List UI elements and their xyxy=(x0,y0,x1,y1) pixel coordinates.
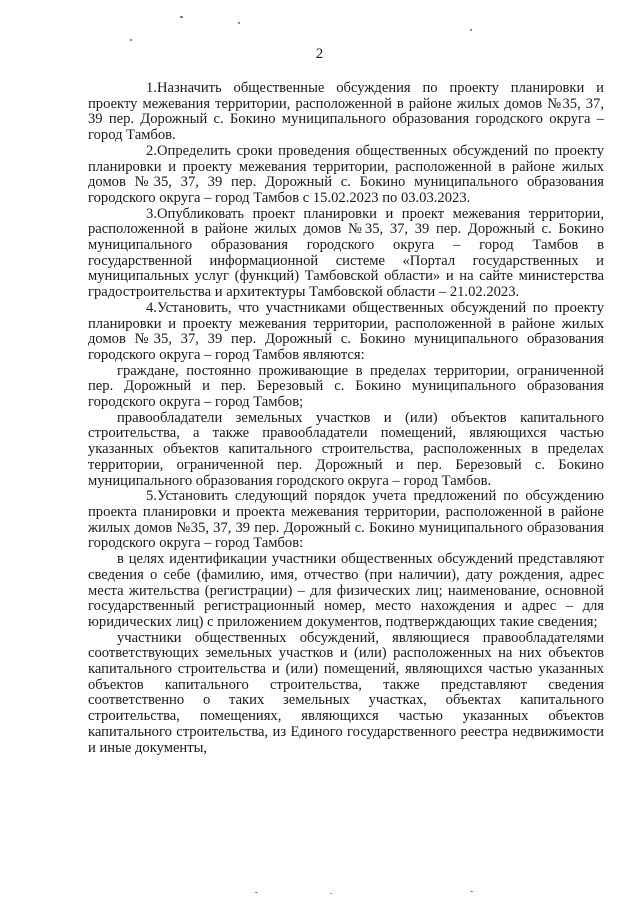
paragraph-text: Опубликовать проект планировки и проект межевания территории, расположенной в районе жилых домов №35, 37, 39 пер. Дорожный с. Бокино муниципального образования городского округа – город Тамбов в государственной информационной системе «Портал государственных и муниципальных услуг (функций) Тамбовской области» и на сайте министерства градостроительства и архитектуры Тамбовской области – 21.02.2023. xyxy=(88,205,604,301)
paragraph-number: 4. xyxy=(146,299,157,316)
paragraph-text: Установить следующий порядок учета предложений по обсуждению проекта планировки и проекта межевания территории, расположенной в районе жилых домов №35, 37, 39 пер. Дорожный с. Бокино муниципального образования городского округа – город Тамбов: xyxy=(88,488,604,552)
paragraph-3 xyxy=(88,207,604,301)
paragraph-text: Установить, что участниками общественных обсуждений по проекту планировки и проекту межевания территории, расположенной в районе жилых домов №35, 37, 39 пер. Дорожный с. Бокино муниципального образования городского округа – город Тамбов являются: xyxy=(88,299,604,363)
document-body xyxy=(88,81,604,756)
paragraph-number: 2. xyxy=(146,142,157,159)
paragraph-number: 3. xyxy=(146,205,157,222)
paragraph-number: 1. xyxy=(146,80,157,96)
paragraph-2 xyxy=(88,144,604,207)
scan-speck xyxy=(470,891,473,892)
paragraph-text: Определить сроки проведения общественных обсуждений по проекту планировки и проекту межевания территории, расположенной в районе жилых домов №35, 37, 39 пер. Дорожный с. Бокино муниципального образования городского округа – город Тамбов с 15.02.2023 по 03.03.2023. xyxy=(88,142,604,206)
paragraph-4 xyxy=(88,301,604,364)
paragraph-5-rightholders xyxy=(88,631,604,757)
paragraph-number: 5. xyxy=(146,488,157,505)
scan-speck xyxy=(470,29,472,31)
paragraph-text: в целях идентификации участники общественных обсуждений представляют сведения о себе (фамилию, имя, отчество (при наличии), дату рождения, адрес места жительства (регистрации) – для физических лиц; наименование, основной государственный регистрационный номер, место нахождения и адрес – для юридических лиц) с приложением документов, подтверждающих такие сведения; xyxy=(88,551,604,630)
paragraph-5 xyxy=(88,489,604,552)
scan-speck xyxy=(255,892,258,893)
paragraph-text: участники общественных обсуждений, являющиеся правообладателями соответствующих земельных участков и (или) расположенных на них объектов капитального строительства и (или) помещений, являющихся частью указанных объектов капитального строительства, также представляют сведения соответственно о таких земельных участках, объектах капитального строительства, помещениях, являющихся частью указанных объектов капитального строительства, из Единого государственного реестра недвижимости и иные документы, xyxy=(88,629,604,756)
paragraph-text: правообладатели земельных участков и (или) объектов капитального строительства, а также правообладатели помещений, являющихся частью указанных объектов капитального строительства, расположенных в пределах территории, ограниченной пер. Дорожный и пер. Березовый с. Бокино муниципального образования городского округа – город Тамбов. xyxy=(88,409,604,489)
scan-speck xyxy=(330,893,332,894)
scan-speck xyxy=(238,22,240,24)
paragraph-text: Назначить общественные обсуждения по проекту планировки и проекту межевания территории, расположенной в районе жилых домов №35, 37, 39 пер. Дорожный с. Бокино муниципального образования городского округа – город Тамбов. xyxy=(88,80,604,144)
paragraph-text: граждане, постоянно проживающие в пределах территории, ограниченной пер. Дорожный и пер. Березовый с. Бокино муниципального образования городского округа – город Тамбов; xyxy=(88,362,604,411)
scan-speck xyxy=(180,16,183,18)
paragraph-4-citizens xyxy=(88,364,604,411)
paragraph-4-owners xyxy=(88,411,604,490)
paragraph-1 xyxy=(88,81,604,144)
paragraph-5-identification xyxy=(88,552,604,631)
page-number: 2 xyxy=(315,46,324,62)
scan-speck xyxy=(130,39,132,41)
